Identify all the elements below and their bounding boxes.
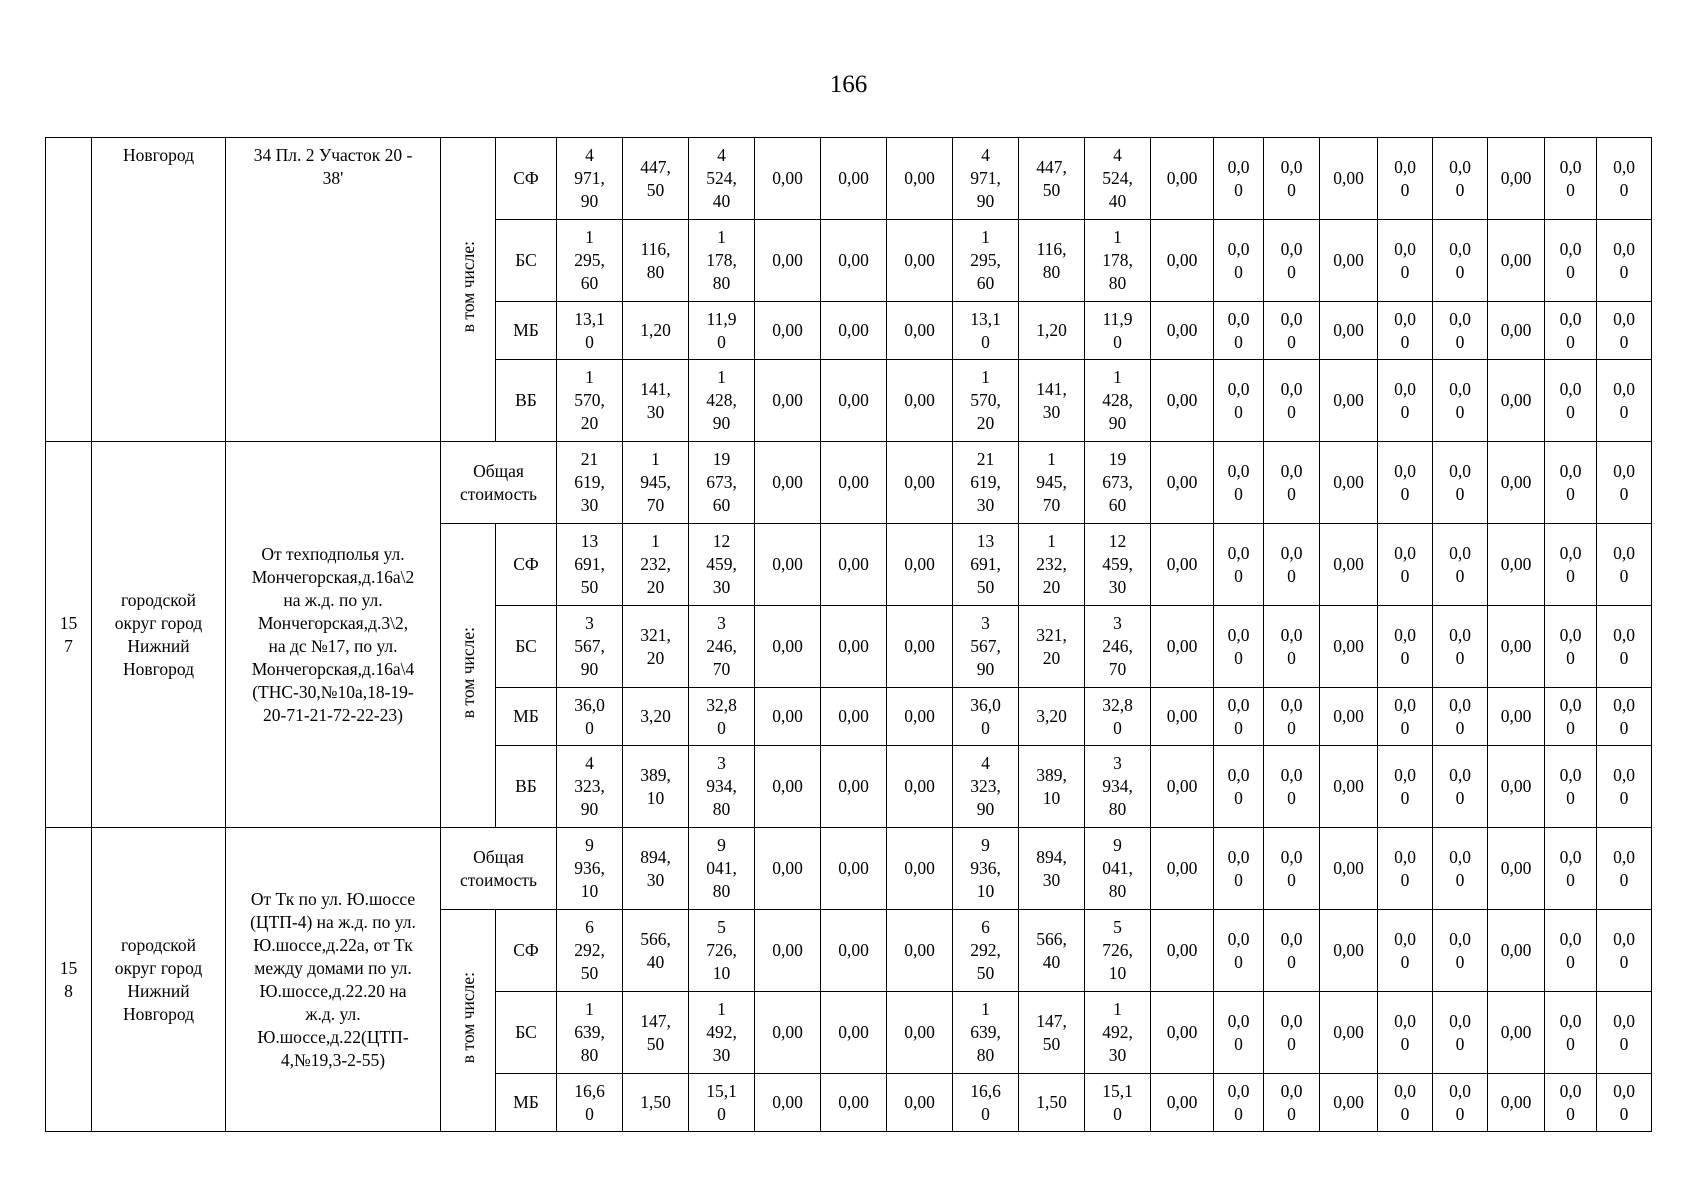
- value-cell: 0,00: [755, 138, 821, 220]
- value-cell: 0,0 0: [1545, 746, 1597, 828]
- value-cell: 0,00: [1320, 910, 1378, 992]
- value-cell: 13 691, 50: [953, 524, 1019, 606]
- value-cell: 894, 30: [1019, 828, 1085, 910]
- value-cell: 0,00: [821, 910, 887, 992]
- value-cell: 3 567, 90: [953, 606, 1019, 688]
- value-cell: 0,00: [1488, 746, 1545, 828]
- value-cell: 0,00: [1488, 524, 1545, 606]
- value-cell: 0,0 0: [1214, 524, 1264, 606]
- funding-type-cell: ВБ: [496, 746, 557, 828]
- value-cell: 0,00: [755, 442, 821, 524]
- budget-table: [45, 137, 1652, 1132]
- value-cell: 0,00: [1151, 1074, 1214, 1132]
- value-cell: 0,00: [1488, 442, 1545, 524]
- value-cell: 0,00: [1151, 746, 1214, 828]
- value-cell: 447, 50: [1019, 138, 1085, 220]
- value-cell: 0,00: [821, 524, 887, 606]
- value-cell: 15,1 0: [1085, 1074, 1151, 1132]
- value-cell: 0,00: [887, 828, 953, 910]
- value-cell: 894, 30: [623, 828, 689, 910]
- value-cell: 0,0 0: [1597, 746, 1652, 828]
- value-cell: 5 726, 10: [689, 910, 755, 992]
- value-cell: 0,0 0: [1545, 138, 1597, 220]
- value-cell: 0,0 0: [1433, 910, 1488, 992]
- table-body: [46, 138, 1652, 1132]
- value-cell: 0,0 0: [1214, 688, 1264, 746]
- value-cell: 0,00: [1320, 992, 1378, 1074]
- page-number: 166: [829, 71, 868, 98]
- value-cell: 0,0 0: [1597, 992, 1652, 1074]
- value-cell: 4 323, 90: [953, 746, 1019, 828]
- value-cell: 0,00: [1488, 910, 1545, 992]
- value-cell: 9 936, 10: [953, 828, 1019, 910]
- row-number: [46, 138, 92, 442]
- value-cell: 116, 80: [1019, 220, 1085, 302]
- value-cell: 0,00: [821, 220, 887, 302]
- value-cell: 0,00: [1488, 220, 1545, 302]
- value-cell: 1,50: [1019, 1074, 1085, 1132]
- value-cell: 0,00: [1488, 138, 1545, 220]
- value-cell: 0,0 0: [1214, 1074, 1264, 1132]
- value-cell: 0,0 0: [1433, 302, 1488, 360]
- value-cell: 0,0 0: [1433, 746, 1488, 828]
- value-cell: 1 570, 20: [557, 360, 623, 442]
- address-cell: 34 Пл. 2 Участок 20 - 38': [226, 138, 441, 442]
- value-cell: 0,0 0: [1378, 220, 1433, 302]
- value-cell: 0,0 0: [1214, 992, 1264, 1074]
- value-cell: 1 492, 30: [1085, 992, 1151, 1074]
- value-cell: 15,1 0: [689, 1074, 755, 1132]
- value-cell: 0,0 0: [1545, 360, 1597, 442]
- value-cell: 116, 80: [623, 220, 689, 302]
- value-cell: 0,00: [887, 138, 953, 220]
- value-cell: 0,00: [887, 746, 953, 828]
- value-cell: 0,0 0: [1433, 220, 1488, 302]
- value-cell: 0,00: [887, 910, 953, 992]
- value-cell: 1 945, 70: [623, 442, 689, 524]
- value-cell: 0,00: [1320, 360, 1378, 442]
- value-cell: 0,0 0: [1264, 910, 1320, 992]
- value-cell: 4 971, 90: [557, 138, 623, 220]
- value-cell: 0,0 0: [1378, 606, 1433, 688]
- value-cell: 0,00: [821, 992, 887, 1074]
- value-cell: 1 639, 80: [953, 992, 1019, 1074]
- value-cell: 321, 20: [623, 606, 689, 688]
- value-cell: 0,0 0: [1597, 524, 1652, 606]
- value-cell: 13,1 0: [557, 302, 623, 360]
- value-cell: 0,00: [1320, 606, 1378, 688]
- value-cell: 0,00: [887, 1074, 953, 1132]
- value-cell: 0,0 0: [1597, 220, 1652, 302]
- value-cell: 0,0 0: [1264, 828, 1320, 910]
- value-cell: 0,0 0: [1545, 688, 1597, 746]
- value-cell: 0,0 0: [1378, 910, 1433, 992]
- value-cell: 0,0 0: [1378, 524, 1433, 606]
- value-cell: 0,0 0: [1597, 442, 1652, 524]
- value-cell: 36,0 0: [557, 688, 623, 746]
- value-cell: 1 945, 70: [1019, 442, 1085, 524]
- value-cell: 0,0 0: [1433, 138, 1488, 220]
- value-cell: 0,0 0: [1214, 746, 1264, 828]
- funding-type-cell: МБ: [496, 1074, 557, 1132]
- value-cell: 0,0 0: [1597, 606, 1652, 688]
- total-cost-label: Общая стоимость: [441, 442, 557, 524]
- value-cell: 0,0 0: [1378, 828, 1433, 910]
- value-cell: 0,00: [1151, 688, 1214, 746]
- value-cell: 0,00: [1151, 910, 1214, 992]
- value-cell: 0,00: [1488, 688, 1545, 746]
- value-cell: 0,0 0: [1214, 442, 1264, 524]
- value-cell: 0,0 0: [1264, 746, 1320, 828]
- value-cell: 0,00: [755, 606, 821, 688]
- owner-cell: Новгород: [92, 138, 226, 442]
- value-cell: 0,0 0: [1378, 688, 1433, 746]
- including-label-cell: [441, 524, 496, 828]
- funding-type-cell: БС: [496, 606, 557, 688]
- value-cell: 0,0 0: [1264, 302, 1320, 360]
- value-cell: 321, 20: [1019, 606, 1085, 688]
- value-cell: 1 232, 20: [623, 524, 689, 606]
- funding-type-cell: ВБ: [496, 360, 557, 442]
- value-cell: 6 292, 50: [557, 910, 623, 992]
- value-cell: 0,0 0: [1545, 442, 1597, 524]
- value-cell: 389, 10: [623, 746, 689, 828]
- value-cell: 0,0 0: [1214, 220, 1264, 302]
- value-cell: 0,00: [887, 442, 953, 524]
- value-cell: 16,6 0: [557, 1074, 623, 1132]
- value-cell: 0,0 0: [1264, 138, 1320, 220]
- value-cell: 0,00: [755, 746, 821, 828]
- value-cell: 0,00: [1151, 138, 1214, 220]
- value-cell: 0,0 0: [1545, 992, 1597, 1074]
- including-label-cell: [441, 910, 496, 1132]
- value-cell: 36,0 0: [953, 688, 1019, 746]
- value-cell: 0,00: [1320, 138, 1378, 220]
- value-cell: 0,00: [755, 220, 821, 302]
- value-cell: 0,0 0: [1264, 360, 1320, 442]
- value-cell: 0,0 0: [1597, 360, 1652, 442]
- value-cell: 0,00: [1320, 524, 1378, 606]
- value-cell: 0,0 0: [1214, 360, 1264, 442]
- value-cell: 0,00: [887, 360, 953, 442]
- value-cell: 5 726, 10: [1085, 910, 1151, 992]
- value-cell: 0,00: [1488, 1074, 1545, 1132]
- value-cell: 0,00: [1320, 828, 1378, 910]
- value-cell: 0,00: [1151, 302, 1214, 360]
- value-cell: 0,00: [821, 1074, 887, 1132]
- value-cell: 1 232, 20: [1019, 524, 1085, 606]
- value-cell: 0,0 0: [1264, 1074, 1320, 1132]
- value-cell: 0,0 0: [1378, 992, 1433, 1074]
- value-cell: 0,00: [887, 524, 953, 606]
- value-cell: 4 323, 90: [557, 746, 623, 828]
- value-cell: 0,0 0: [1214, 606, 1264, 688]
- value-cell: 3 246, 70: [1085, 606, 1151, 688]
- value-cell: 0,00: [1151, 828, 1214, 910]
- value-cell: 1 639, 80: [557, 992, 623, 1074]
- table-row: [46, 442, 1652, 524]
- funding-type-cell: СФ: [496, 910, 557, 992]
- value-cell: 0,0 0: [1597, 828, 1652, 910]
- address-cell: От техподполья ул. Мончегорская,д.16а\2 на ж.д. по ул. Мончегорская,д.3\2, на дс №17, по ул. Мончегорская,д.16а\4 (ТНС-30,№10а,18-19- 20-71-21-72-22-23): [226, 442, 441, 828]
- value-cell: 0,0 0: [1214, 138, 1264, 220]
- value-cell: 0,0 0: [1214, 910, 1264, 992]
- value-cell: 0,00: [1151, 606, 1214, 688]
- value-cell: 0,0 0: [1264, 992, 1320, 1074]
- value-cell: 1 178, 80: [689, 220, 755, 302]
- value-cell: 0,00: [1151, 360, 1214, 442]
- value-cell: 0,00: [755, 1074, 821, 1132]
- total-cost-label: Общая стоимость: [441, 828, 557, 910]
- value-cell: 0,00: [1151, 524, 1214, 606]
- funding-type-cell: СФ: [496, 138, 557, 220]
- value-cell: 3,20: [1019, 688, 1085, 746]
- value-cell: 0,0 0: [1433, 606, 1488, 688]
- value-cell: 0,00: [1488, 360, 1545, 442]
- value-cell: 0,0 0: [1597, 1074, 1652, 1132]
- value-cell: 0,0 0: [1264, 442, 1320, 524]
- value-cell: 0,00: [755, 828, 821, 910]
- value-cell: 141, 30: [623, 360, 689, 442]
- value-cell: 0,00: [1488, 606, 1545, 688]
- value-cell: 0,00: [821, 606, 887, 688]
- value-cell: 147, 50: [623, 992, 689, 1074]
- funding-type-cell: МБ: [496, 302, 557, 360]
- value-cell: 0,0 0: [1597, 910, 1652, 992]
- value-cell: 0,0 0: [1545, 524, 1597, 606]
- value-cell: 0,0 0: [1264, 524, 1320, 606]
- value-cell: 3 934, 80: [1085, 746, 1151, 828]
- value-cell: 1,50: [623, 1074, 689, 1132]
- value-cell: 0,00: [821, 360, 887, 442]
- including-label: в том числе:: [458, 240, 478, 333]
- value-cell: 0,00: [1488, 992, 1545, 1074]
- value-cell: 0,0 0: [1545, 910, 1597, 992]
- value-cell: 12 459, 30: [689, 524, 755, 606]
- value-cell: 16,6 0: [953, 1074, 1019, 1132]
- value-cell: 0,0 0: [1378, 360, 1433, 442]
- value-cell: 0,0 0: [1545, 828, 1597, 910]
- value-cell: 0,0 0: [1433, 524, 1488, 606]
- value-cell: 0,0 0: [1214, 828, 1264, 910]
- value-cell: 0,0 0: [1433, 442, 1488, 524]
- value-cell: 0,00: [1320, 688, 1378, 746]
- value-cell: 0,0 0: [1378, 442, 1433, 524]
- value-cell: 566, 40: [623, 910, 689, 992]
- value-cell: 0,00: [887, 688, 953, 746]
- value-cell: 0,00: [887, 220, 953, 302]
- value-cell: 0,00: [1320, 1074, 1378, 1132]
- value-cell: 0,0 0: [1597, 688, 1652, 746]
- value-cell: 11,9 0: [1085, 302, 1151, 360]
- value-cell: 0,0 0: [1378, 746, 1433, 828]
- value-cell: 6 292, 50: [953, 910, 1019, 992]
- owner-cell: городской округ город Нижний Новгород: [92, 828, 226, 1132]
- value-cell: 0,00: [887, 606, 953, 688]
- table-row: [46, 828, 1652, 910]
- value-cell: 9 041, 80: [689, 828, 755, 910]
- value-cell: 1 428, 90: [1085, 360, 1151, 442]
- value-cell: 0,00: [821, 138, 887, 220]
- funding-type-cell: БС: [496, 992, 557, 1074]
- value-cell: 0,0 0: [1433, 828, 1488, 910]
- value-cell: 1 492, 30: [689, 992, 755, 1074]
- value-cell: 0,0 0: [1214, 302, 1264, 360]
- value-cell: 19 673, 60: [1085, 442, 1151, 524]
- value-cell: 147, 50: [1019, 992, 1085, 1074]
- value-cell: 0,00: [755, 360, 821, 442]
- value-cell: 0,00: [887, 302, 953, 360]
- value-cell: 21 619, 30: [557, 442, 623, 524]
- value-cell: 389, 10: [1019, 746, 1085, 828]
- value-cell: 1 570, 20: [953, 360, 1019, 442]
- including-label: в том числе:: [458, 626, 478, 719]
- value-cell: 12 459, 30: [1085, 524, 1151, 606]
- value-cell: 9 041, 80: [1085, 828, 1151, 910]
- value-cell: 566, 40: [1019, 910, 1085, 992]
- funding-type-cell: МБ: [496, 688, 557, 746]
- value-cell: 0,0 0: [1264, 606, 1320, 688]
- value-cell: 0,0 0: [1433, 688, 1488, 746]
- value-cell: 0,00: [1151, 992, 1214, 1074]
- value-cell: 0,0 0: [1264, 688, 1320, 746]
- row-number: 15 8: [46, 828, 92, 1132]
- value-cell: 1 295, 60: [953, 220, 1019, 302]
- row-number: 15 7: [46, 442, 92, 828]
- value-cell: 0,00: [755, 302, 821, 360]
- value-cell: 32,8 0: [689, 688, 755, 746]
- including-label: в том числе:: [458, 971, 478, 1064]
- value-cell: 0,0 0: [1433, 1074, 1488, 1132]
- value-cell: 0,00: [1151, 220, 1214, 302]
- value-cell: 0,00: [1488, 828, 1545, 910]
- value-cell: 3 934, 80: [689, 746, 755, 828]
- value-cell: 0,0 0: [1545, 1074, 1597, 1132]
- value-cell: 1 428, 90: [689, 360, 755, 442]
- value-cell: 13 691, 50: [557, 524, 623, 606]
- value-cell: 0,00: [821, 746, 887, 828]
- value-cell: 13,1 0: [953, 302, 1019, 360]
- value-cell: 0,00: [887, 992, 953, 1074]
- including-label-cell: [441, 138, 496, 442]
- value-cell: 0,0 0: [1597, 302, 1652, 360]
- value-cell: 0,0 0: [1545, 302, 1597, 360]
- value-cell: 0,00: [755, 992, 821, 1074]
- value-cell: 0,00: [821, 302, 887, 360]
- value-cell: 0,00: [1151, 442, 1214, 524]
- value-cell: 0,00: [1320, 442, 1378, 524]
- address-cell: От Тк по ул. Ю.шоссе (ЦТП-4) на ж.д. по ул. Ю.шоссе,д.22а, от Тк между домами по ул. Ю.шоссе,д.22.20 на ж.д. ул. Ю.шоссе,д.22(ЦТП- 4,№19,3-2-55): [226, 828, 441, 1132]
- value-cell: 21 619, 30: [953, 442, 1019, 524]
- value-cell: 4 524, 40: [1085, 138, 1151, 220]
- value-cell: 3 567, 90: [557, 606, 623, 688]
- value-cell: 0,0 0: [1597, 138, 1652, 220]
- value-cell: 0,00: [755, 688, 821, 746]
- value-cell: 0,0 0: [1433, 992, 1488, 1074]
- value-cell: 3,20: [623, 688, 689, 746]
- value-cell: 0,00: [821, 688, 887, 746]
- value-cell: 0,0 0: [1378, 302, 1433, 360]
- value-cell: 0,00: [1320, 220, 1378, 302]
- funding-type-cell: СФ: [496, 524, 557, 606]
- owner-cell: городской округ город Нижний Новгород: [92, 442, 226, 828]
- value-cell: 0,00: [755, 524, 821, 606]
- value-cell: 32,8 0: [1085, 688, 1151, 746]
- value-cell: 1 295, 60: [557, 220, 623, 302]
- value-cell: 0,00: [1488, 302, 1545, 360]
- value-cell: 0,00: [821, 828, 887, 910]
- value-cell: 0,0 0: [1545, 220, 1597, 302]
- value-cell: 0,00: [821, 442, 887, 524]
- funding-type-cell: БС: [496, 220, 557, 302]
- value-cell: 4 971, 90: [953, 138, 1019, 220]
- value-cell: 447, 50: [623, 138, 689, 220]
- value-cell: 4 524, 40: [689, 138, 755, 220]
- value-cell: 0,00: [1320, 302, 1378, 360]
- value-cell: 0,0 0: [1378, 138, 1433, 220]
- value-cell: 141, 30: [1019, 360, 1085, 442]
- value-cell: 1 178, 80: [1085, 220, 1151, 302]
- value-cell: 1,20: [1019, 302, 1085, 360]
- value-cell: 0,0 0: [1378, 1074, 1433, 1132]
- value-cell: 0,0 0: [1264, 220, 1320, 302]
- value-cell: 0,0 0: [1545, 606, 1597, 688]
- value-cell: 0,0 0: [1433, 360, 1488, 442]
- value-cell: 3 246, 70: [689, 606, 755, 688]
- value-cell: 19 673, 60: [689, 442, 755, 524]
- value-cell: 0,00: [755, 910, 821, 992]
- value-cell: 1,20: [623, 302, 689, 360]
- table-row: [46, 138, 1652, 220]
- value-cell: 0,00: [1320, 746, 1378, 828]
- value-cell: 11,9 0: [689, 302, 755, 360]
- value-cell: 9 936, 10: [557, 828, 623, 910]
